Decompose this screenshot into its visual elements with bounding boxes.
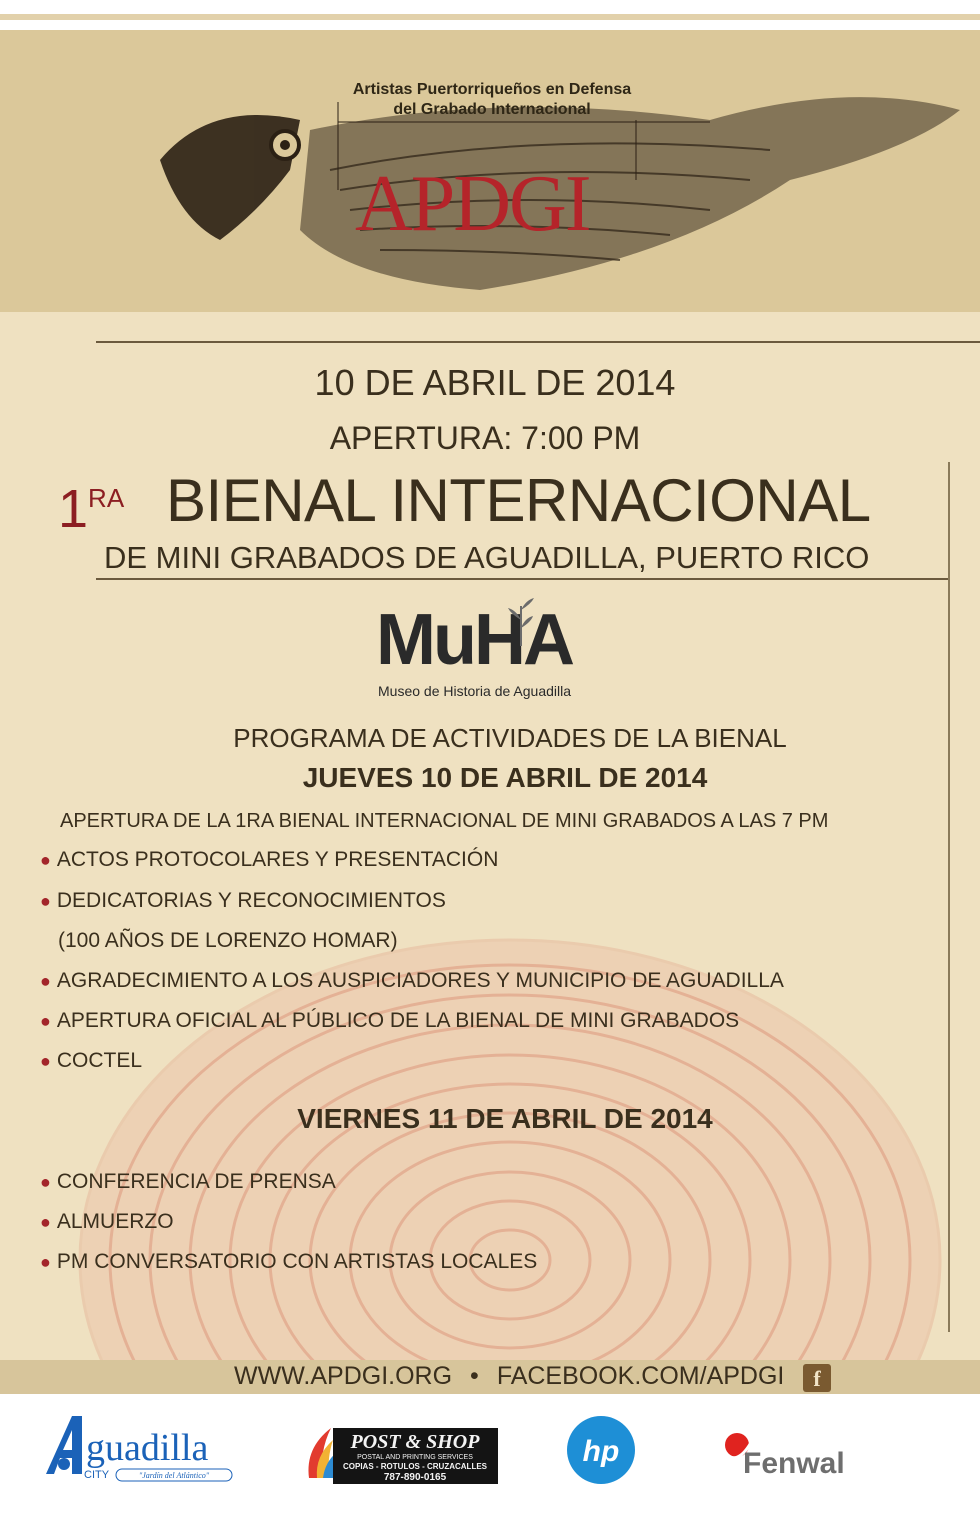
contact-links <box>234 1362 784 1391</box>
facebook-link[interactable]: FACEBOOK.COM/APDGI <box>496 1362 785 1390</box>
aguadilla-tagline: "Jardín del Atlántico" <box>138 1471 210 1480</box>
link-separator: • <box>470 1362 479 1390</box>
bullet-icon: ● <box>40 1172 51 1192</box>
fenwal-name: Fenwal <box>743 1447 845 1480</box>
postshop-phone: 787-890-0165 <box>383 1472 447 1483</box>
list-item-text: PM CONVERSATORIO CON ARTISTAS LOCALES <box>56 1250 538 1273</box>
list-item <box>40 969 784 993</box>
list-item-text: APERTURA OFICIAL AL PÚBLICO DE LA BIENAL DE MINI GRABADOS <box>56 1009 740 1032</box>
post-shop-logo <box>303 1418 498 1484</box>
bullet-icon: ● <box>40 1051 51 1071</box>
program-title: PROGRAMA DE ACTIVIDADES DE LA BIENAL <box>233 723 787 753</box>
list-item-text: ALMUERZO <box>56 1210 174 1233</box>
list-item <box>40 889 446 913</box>
website-link[interactable]: WWW.APDGI.ORG <box>234 1362 453 1390</box>
list-item <box>40 1250 537 1274</box>
facebook-icon[interactable]: f <box>803 1364 831 1392</box>
list-item-text: COCTEL <box>56 1049 143 1072</box>
list-item-text: DEDICATORIAS Y RECONOCIMIENTOS <box>56 889 446 912</box>
aguadilla-name: guadilla <box>86 1427 209 1469</box>
hp-name: hp <box>582 1435 620 1468</box>
day2-heading: VIERNES 11 DE ABRIL DE 2014 <box>297 1103 713 1134</box>
postshop-name: POST & SHOP <box>350 1431 480 1453</box>
ordinal-number: 1 <box>58 479 89 539</box>
org-name-line2: del Grabado Internacional <box>393 101 591 118</box>
org-name-line1: Artistas Puertorriqueños en Defensa <box>352 81 632 98</box>
fenwal-logo <box>715 1425 940 1480</box>
leaf-icon <box>506 598 536 648</box>
list-item <box>40 1009 739 1033</box>
postshop-products: COPIAS - ROTULOS - CRUZACALLES <box>343 1462 487 1471</box>
ordinal-suffix: RA <box>88 483 125 513</box>
list-item <box>40 848 498 872</box>
top-strip <box>0 14 980 20</box>
bullet-icon: ● <box>40 891 51 911</box>
divider-top <box>96 341 980 343</box>
vertical-rule <box>948 462 950 1332</box>
aguadilla-city: CITY <box>84 1469 110 1481</box>
bullet-icon: ● <box>40 850 51 870</box>
opening-time: APERTURA: 7:00 PM <box>329 420 641 456</box>
day1-description: APERTURA DE LA 1RA BIENAL INTERNACIONAL DE MINI GRABADOS A LAS 7 PM <box>60 810 829 832</box>
bienal-subtitle: DE MINI GRABADOS DE AGUADILLA, PUERTO RICO <box>104 540 870 575</box>
bullet-icon: ● <box>40 971 51 991</box>
list-item-text: ACTOS PROTOCOLARES Y PRESENTACIÓN <box>56 848 499 871</box>
event-date: 10 DE ABRIL DE 2014 <box>314 362 676 403</box>
bienal-title: BIENAL INTERNACIONAL <box>166 467 871 534</box>
hp-logo <box>566 1415 636 1485</box>
apdgi-logo: APDGI <box>355 160 590 248</box>
list-item <box>40 1049 142 1073</box>
list-item <box>40 1210 174 1234</box>
list-note: (100 AÑOS DE LORENZO HOMAR) <box>58 929 398 952</box>
postshop-services: POSTAL AND PRINTING SERVICES <box>357 1454 473 1461</box>
bullet-icon: ● <box>40 1252 51 1272</box>
aguadilla-city-logo <box>38 1412 238 1484</box>
bullet-icon: ● <box>40 1212 51 1232</box>
org-name <box>322 80 662 120</box>
bullet-icon: ● <box>40 1011 51 1031</box>
day1-heading: JUEVES 10 DE ABRIL DE 2014 <box>302 762 708 793</box>
list-item-text: CONFERENCIA DE PRENSA <box>56 1170 336 1193</box>
muha-caption: Museo de Historia de Aguadilla <box>378 683 572 699</box>
muha-logo-text: MuHA <box>376 600 572 680</box>
list-item-text: AGRADECIMIENTO A LOS AUSPICIADORES Y MUNICIPIO DE AGUADILLA <box>56 969 784 992</box>
list-item <box>40 1170 336 1194</box>
divider-title <box>96 578 950 580</box>
